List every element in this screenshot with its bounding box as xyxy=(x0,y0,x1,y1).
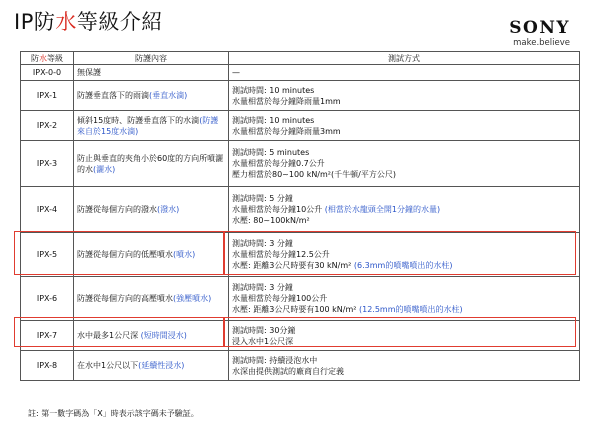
protection-text: 在水中1公尺以下 xyxy=(77,361,139,370)
method-note: (6.3mm的噴嘴噴出的水柱) xyxy=(351,261,453,270)
method-line: 水量相當於每分鐘100公升 xyxy=(232,294,328,303)
method-cell xyxy=(229,111,580,141)
method-cell xyxy=(229,321,580,351)
method-line: 水壓: 80~100kN/m² xyxy=(232,216,310,225)
protection-note: (垂直水滴) xyxy=(149,91,188,100)
method-line: 壓力相當於80~100 kN/m²(千牛頓/平方公尺) xyxy=(232,170,396,179)
method-note: (相當於水龍頭全開1分鐘的水量) xyxy=(322,205,441,214)
method-line: 測試時間: 5 分鐘 xyxy=(232,194,293,203)
protection-cell xyxy=(74,321,229,351)
method-line: 水量相當於每分鐘10公升 xyxy=(232,205,323,214)
brand-tagline: make.believe xyxy=(513,38,570,48)
level-header-part2: 等級 xyxy=(47,53,63,63)
level-header-accent: 水 xyxy=(39,53,47,63)
level-cell: IPX-2 xyxy=(21,111,74,141)
table-row xyxy=(21,81,580,111)
method-line: 測試時間: 3 分鐘 xyxy=(232,283,293,292)
level-cell: IPX-6 xyxy=(21,277,74,321)
footnote: 註: 第一數字碼為「X」時表示該字碼未予驗証。 xyxy=(28,409,199,418)
table-row xyxy=(21,233,580,277)
protection-cell xyxy=(74,111,229,141)
method-line: 水量相當於每分鐘降雨量3mm xyxy=(232,126,341,136)
protection-note: (噴水) xyxy=(173,250,196,259)
method-cell xyxy=(229,233,580,277)
protection-text: 防護從每個方向的低壓噴水 xyxy=(77,250,173,259)
table-row xyxy=(21,321,580,351)
protection-note: (灑水) xyxy=(93,164,116,174)
table-row xyxy=(21,111,580,141)
column-header-method: 測試方式 xyxy=(229,52,580,65)
protection-text: 水中最多1公尺深 xyxy=(77,331,139,340)
protection-cell xyxy=(74,277,229,321)
method-line: 測試時間: 持續浸泡水中 xyxy=(232,355,318,365)
column-header-level xyxy=(21,52,74,65)
table-row xyxy=(21,351,580,381)
level-header-part1: 防 xyxy=(31,53,39,63)
protection-note: (延續性浸水) xyxy=(138,361,185,370)
method-cell xyxy=(229,187,580,233)
method-cell xyxy=(229,65,580,81)
method-cell xyxy=(229,141,580,187)
protection-note: (短時間浸水) xyxy=(138,331,187,340)
level-cell: IPX-5 xyxy=(21,233,74,277)
title-accent: 水 xyxy=(55,10,77,34)
brand-name: SONY xyxy=(509,18,570,38)
level-cell: IPX-8 xyxy=(21,351,74,381)
page-title xyxy=(14,6,163,36)
level-cell: IPX-0-0 xyxy=(21,65,74,81)
protection-note: (強壓噴水) xyxy=(173,294,212,303)
protection-note: (防護來自於15度水滴) xyxy=(77,115,219,136)
level-cell: IPX-1 xyxy=(21,81,74,111)
method-line: 水壓: 距離3公尺時要有100 kN/m² xyxy=(232,305,357,314)
method-line: 水量相當於每分鐘降雨量1mm xyxy=(232,96,341,106)
method-note: (12.5mm的噴嘴噴出的水柱) xyxy=(356,305,463,314)
method-cell xyxy=(229,277,580,321)
protection-text: 防護從每個方向的潑水 xyxy=(77,205,157,214)
protection-cell xyxy=(74,233,229,277)
method-line: 水壓: 距離3公尺時要有30 kN/m² xyxy=(232,261,352,270)
title-part2: 等級介紹 xyxy=(76,10,163,34)
method-line: 測試時間: 5 minutes xyxy=(232,148,310,157)
protection-text: 防止與垂直的夾角小於60度的方向所噴灑的水 xyxy=(77,153,224,174)
protection-text: 防護從每個方向的高壓噴水 xyxy=(77,294,173,303)
table-row xyxy=(21,187,580,233)
protection-text: 無保護 xyxy=(77,68,101,77)
brand-logo xyxy=(509,18,570,48)
level-cell: IPX-4 xyxy=(21,187,74,233)
method-line: 測試時間: 10 minutes xyxy=(232,115,315,125)
method-line: 水量相當於每分鐘12.5公升 xyxy=(232,250,330,259)
protection-note: (潑水) xyxy=(157,205,180,214)
method-line: 測試時間: 30分鐘 xyxy=(232,325,296,335)
method-cell xyxy=(229,81,580,111)
table-header-row xyxy=(21,52,580,65)
column-header-protection: 防護內容 xyxy=(74,52,229,65)
protection-text: 防護垂直落下的雨滴 xyxy=(77,91,149,100)
method-cell xyxy=(229,351,580,381)
protection-cell xyxy=(74,65,229,81)
level-cell: IPX-3 xyxy=(21,141,74,187)
method-line: 測試時間: 10 minutes xyxy=(232,85,315,95)
method-line: 水量相當於每分鐘0.7公升 xyxy=(232,159,325,168)
method-line: 測試時間: 3 分鐘 xyxy=(232,239,293,248)
protection-cell xyxy=(74,351,229,381)
method-line: 浸入水中1公尺深 xyxy=(232,336,294,346)
table-row xyxy=(21,141,580,187)
protection-text: 傾斜15度時、防護垂直落下的水滴 xyxy=(77,115,200,125)
protection-cell xyxy=(74,141,229,187)
protection-cell xyxy=(74,81,229,111)
method-line: 水深由提供測試的廠商自行定義 xyxy=(232,366,344,376)
table-row xyxy=(21,277,580,321)
title-part1: IP防 xyxy=(14,10,56,34)
ip-rating-table xyxy=(20,51,580,381)
protection-cell xyxy=(74,187,229,233)
table-row xyxy=(21,65,580,81)
level-cell: IPX-7 xyxy=(21,321,74,351)
method-line: — xyxy=(232,68,240,77)
